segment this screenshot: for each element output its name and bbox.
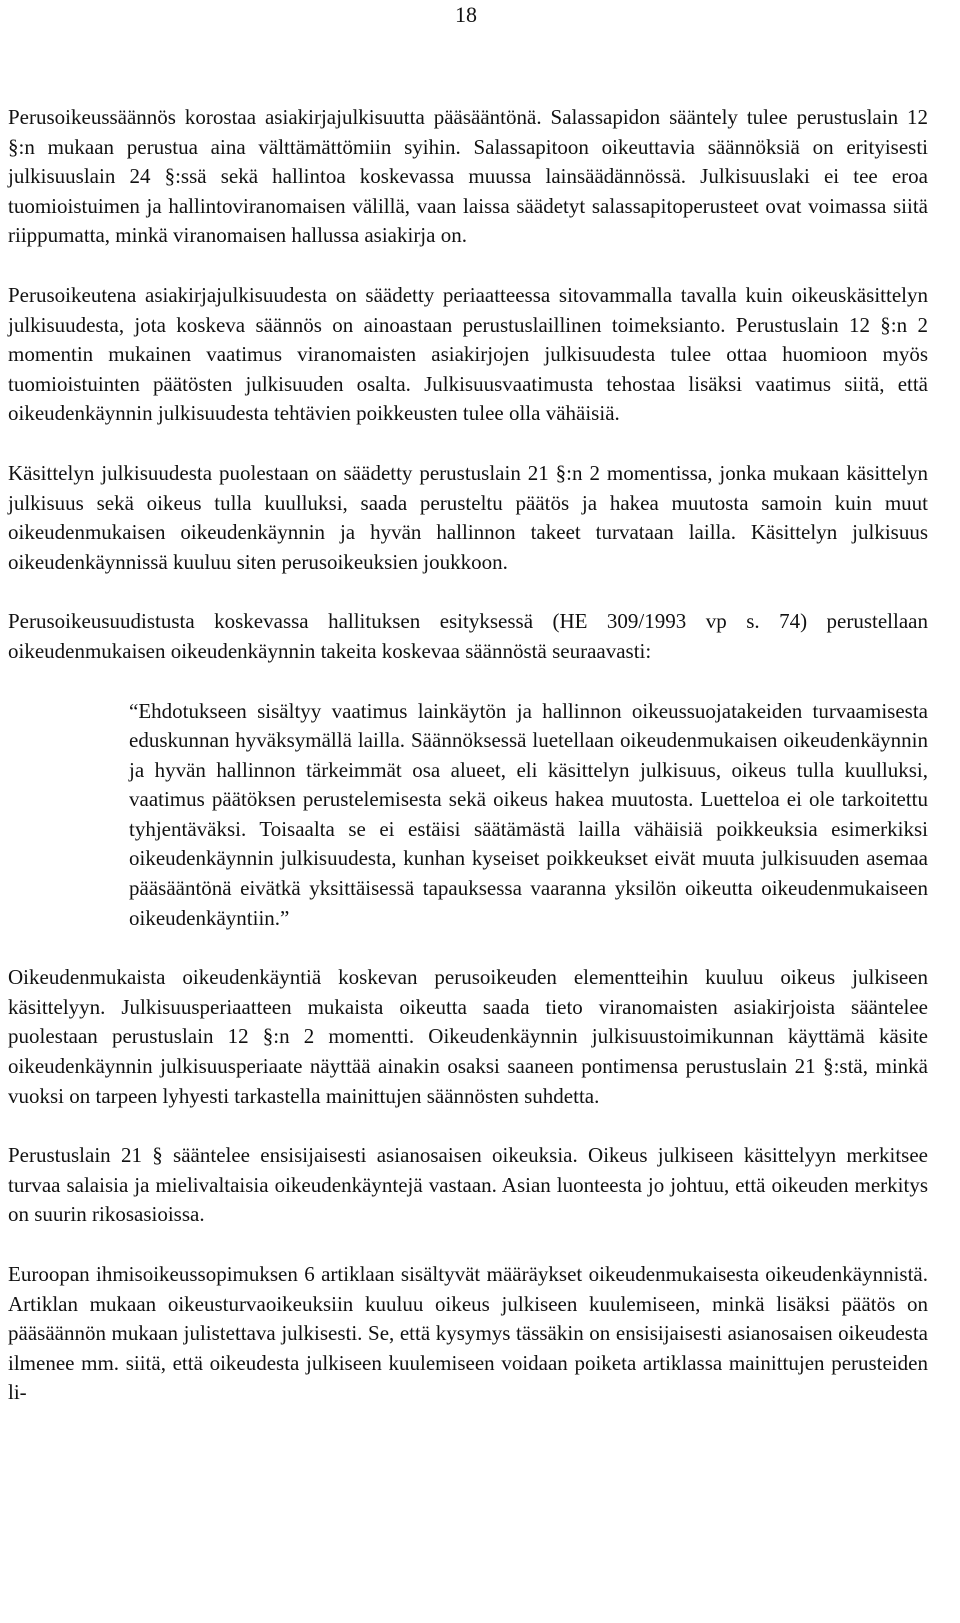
- paragraph-government-proposal: Perusoikeusuudistusta koskevassa hallituksen esityksessä (HE 309/1993 vp s. 74) perustellaan oikeudenmukaisen oikeudenkäynnin takeita koskevaa säännöstä seuraavasti:: [8, 609, 928, 663]
- page-number: 18: [455, 2, 477, 27]
- document-body: [8, 103, 928, 1438]
- paragraph-section-21: Perustuslain 21 § sääntelee ensisijaisesti asianosaisen oikeuksia. Oikeus julkiseen käsittelyyn merkitsee turvaa salaisia ja mielivaltaisia oikeudenkäyntejä vastaan. Asian luonteesta jo johtuu, että oikeuden merkitys on suurin rikosasioissa.: [8, 1143, 928, 1227]
- paragraph-hearing-publicity: Käsittelyn julkisuudesta puolestaan on säädetty perustuslain 21 §:n 2 momentissa, jonka mukaan käsittelyn julkisuus sekä oikeus tulla kuulluksi, saada perusteltu päätös ja hakea muutosta samoin kuin muut oikeudenmukaisen oikeudenkäynnin ja hyvän hallinnon takeet turvataan lailla. Käsittelyn julkisuus oikeudenkäynnissä kuuluu siten perusoikeuksien joukkoon.: [8, 460, 928, 574]
- paragraph-fair-trial-elements: Oikeudenmukaista oikeudenkäyntiä koskevan perusoikeuden elementteihin kuuluu oikeus julkiseen käsittelyyn. Julkisuusperiaatteen mukaista oikeutta saada tieto viranomaisten asiakirjoista sääntelee puolestaan perustuslain 12 §:n 2 momentti. Oikeudenkäynnin julkisuustoimikunnan käyttämä käsite oikeudenkäynnin julkisuusperiaate näyttää ainakin osaksi saaneen pontimensa perustuslain 21 §:stä, minkä vuoksi on tarpeen lyhyesti tarkastella mainittujen säännösten suhdetta.: [8, 965, 928, 1108]
- paragraph-echr-article-6: Euroopan ihmisoikeussopimuksen 6 artiklaan sisältyvät määräykset oikeudenmukaisesta oikeudenkäynnistä. Artiklan mukaan oikeusturvaoikeuksiin kuuluu oikeus julkiseen kuulemiseen, minkä lisäksi päätös on pääsäännön mukaan julistettava julkisesti. Se, että kysymys tässäkin on ensisijaisesti asianosaisen oikeudesta ilmenee mm. siitä, että oikeudesta julkiseen kuulemiseen voidaan poiketa artiklassa mainittujen perusteiden li-: [8, 1262, 928, 1405]
- paragraph-document-publicity: Perusoikeussäännös korostaa asiakirjajulkisuutta pääsääntönä. Salassapidon sääntely tulee perustuslain 12 §:n mukaan perustua aina välttämättömiin syihin. Salassapitoon oikeuttavia säännöksiä on erityisesti julkisuuslain 24 §:ssä sekä hallintoa koskevassa muussa lainsäädännössä. Julkisuuslaki ei tee eroa tuomioistuimen ja hallintoviranomaisen välillä, vaan laissa säädetyt salassapitoperusteet ovat voimassa siitä riippumatta, minkä viranomaisen hallussa asiakirja on.: [8, 105, 928, 248]
- paragraph-basic-right-documents: Perusoikeutena asiakirjajulkisuudesta on säädetty periaatteessa sitovammalla tavalla kuin oikeuskäsittelyn julkisuudesta, jota koskeva säännös on ainoastaan perustuslaillinen toimeksianto. Perustuslain 12 §:n 2 momentin mukainen vaatimus viranomaisten asiakirjojen julkisuudesta tulee ottaa huomioon myös tuomioistuinten päätösten julkisuuden osalta. Julkisuusvaatimusta tehostaa lisäksi vaatimus siitä, että oikeudenkäynnin julkisuudesta tehtävien poikkeusten tulee olla vähäisiä.: [8, 282, 928, 426]
- block-quote: “Ehdotukseen sisältyy vaatimus lainkäytön ja hallinnon oikeussuojatakeiden turvaamisesta eduskunnan hyväksymällä lailla. Säännöksessä luetellaan oikeudenmukaisen oikeudenkäynnin ja hyvän hallinnon tärkeimmät osa alueet, eli käsittelyn julkisuus, oikeus tulla kuulluksi, vaatimus päätöksen perustelemisesta sekä oikeus hakea muutosta. Luetteloa ei ole tarkoitettu tyhjentäväksi. Toisaalta se ei estäisi säätämästä lailla vähäisiä poikkeuksia esimerkiksi oikeudenkäynnin julkisuudesta, kunhan kyseiset poikkeukset eivät muuta julkisuuden asemaa pääsääntönä eivätkä yksittäisessä tapauksessa vaaranna yksilön oikeutta oikeudenmukaiseen oikeudenkäyntiin.”: [129, 698, 928, 930]
